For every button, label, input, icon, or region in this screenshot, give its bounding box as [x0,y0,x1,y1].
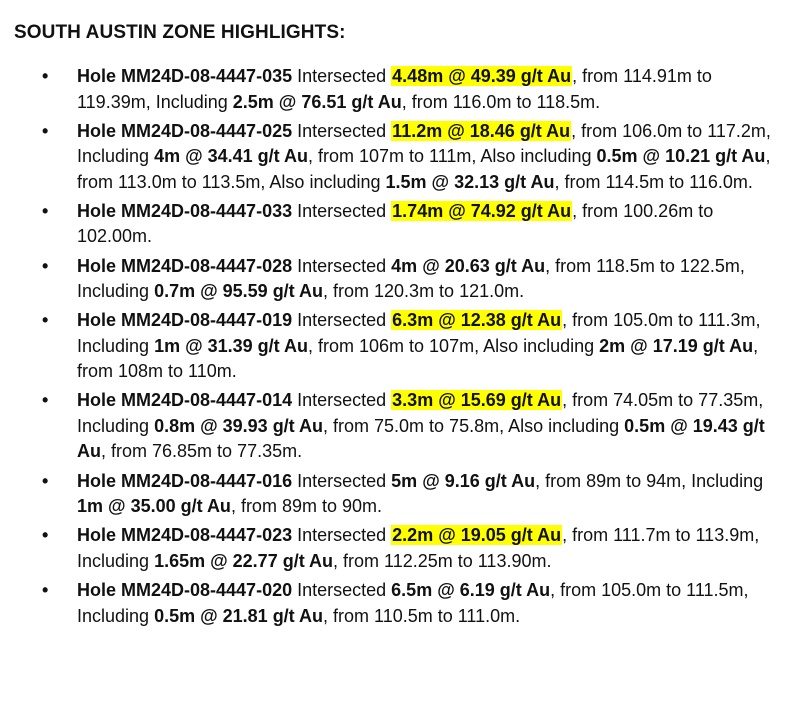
highlighted-intercept: 6.3m @ 12.38 g/t Au [392,310,562,331]
including-intercept: 2.5m @ 76.51 g/t Au [232,91,402,112]
plain-text: , from 106.0m to 117.2m, Including [77,120,771,167]
plain-text: , from 89m to 94m, Including [535,470,764,491]
plain-text: , from 107m to 111m, Also including [308,146,597,167]
hole-id: Hole MM24D-08-4447-019 [77,310,293,331]
including-intercept: 0.8m @ 39.93 g/t Au [154,415,324,436]
plain-text: , from 110.5m to 111.0m. [323,605,521,626]
including-intercept: 0.5m @ 19.43 g/t Au [77,415,765,462]
list-item [0,254,800,305]
plain-text: , from 108m to 110m. [77,335,759,382]
highlighted-intercept: 3.3m @ 15.69 g/t Au [392,390,562,411]
plain-text: Intersected [292,255,392,276]
plain-text: , from 114.91m to 119.39m, Including [77,66,712,112]
including-intercept: 0.5m @ 21.81 g/t Au [154,605,324,626]
bullet-icon: • [42,525,49,546]
plain-text: , from 118.5m to 122.5m, Including [77,255,745,302]
including-intercept: 1.65m @ 22.77 g/t Au [154,550,334,571]
including-intercept: 1m @ 35.00 g/t Au [77,496,231,517]
plain-text: Intersected [292,200,392,221]
plain-text: Intersected [292,525,392,546]
list-item [0,578,800,629]
plain-text: , from 114.5m to 116.0m. [554,171,753,192]
plain-text: Intersected [292,310,392,331]
bullet-icon: • [42,66,49,86]
plain-text: , from 105.0m to 111.3m, Including [77,310,761,356]
plain-text: Intersected [292,120,392,141]
list-item [0,469,800,520]
plain-text: , from 120.3m to 121.0m. [323,281,525,302]
list-item [0,523,800,574]
plain-text: , from 74.05m to 77.35m, Including [77,390,764,436]
highlighted-intercept: 4.48m @ 49.39 g/t Au [392,66,572,86]
plain-text: , from 111.7m to 113.9m, Including [77,525,760,571]
section-heading: SOUTH AUSTIN ZONE HIGHLIGHTS: [14,22,346,43]
hole-id: Hole MM24D-08-4447-033 [77,200,293,221]
main-intercept: 4m @ 20.63 g/t Au [391,255,546,276]
including-intercept: 1m @ 31.39 g/t Au [154,335,308,356]
plain-text: , from 100.26m to 102.00m. [77,200,714,247]
list-item [0,308,800,385]
hole-id: Hole MM24D-08-4447-035 [77,66,293,86]
bullet-icon: • [42,390,49,411]
bullet-icon: • [42,120,49,141]
plain-text: , from 105.0m to 111.5m, Including [77,580,749,626]
hole-id: Hole MM24D-08-4447-028 [77,255,293,276]
including-intercept: 4m @ 34.41 g/t Au [154,146,308,167]
bullet-icon: • [42,580,49,600]
drill-results-list [0,64,800,633]
plain-text: , from 76.85m to 77.35m. [101,441,303,462]
including-intercept: 0.7m @ 95.59 g/t Au [154,281,324,302]
list-item [0,64,800,115]
plain-text: Intersected [292,66,392,86]
plain-text: , from 106m to 107m, Also including [308,335,600,356]
highlighted-intercept: 2.2m @ 19.05 g/t Au [392,525,562,546]
main-intercept: 6.5m @ 6.19 g/t Au [391,580,551,600]
list-item [0,199,800,250]
highlighted-intercept: 11.2m @ 18.46 g/t Au [392,120,571,141]
plain-text: , from 112.25m to 113.90m. [333,550,552,571]
bullet-icon: • [42,200,49,221]
plain-text: , from 75.0m to 75.8m, Also including [323,415,625,436]
plain-text: Intersected [292,470,392,491]
bullet-icon: • [42,310,49,331]
including-intercept: 2m @ 17.19 g/t Au [599,335,754,356]
bullet-icon: • [42,470,49,491]
list-item [0,388,800,465]
hole-id: Hole MM24D-08-4447-014 [77,390,293,411]
plain-text: , from 89m to 90m. [230,496,382,517]
plain-text: Intersected [292,390,392,411]
plain-text: , from 113.0m to 113.5m, Also including [77,146,771,192]
list-item [0,119,800,196]
main-intercept: 5m @ 9.16 g/t Au [391,470,536,491]
plain-text: Intersected [292,580,392,600]
hole-id: Hole MM24D-08-4447-016 [77,470,293,491]
highlighted-intercept: 1.74m @ 74.92 g/t Au [392,200,572,221]
bullet-icon: • [42,255,49,276]
hole-id: Hole MM24D-08-4447-020 [77,580,293,600]
including-intercept: 0.5m @ 10.21 g/t Au [596,146,766,167]
hole-id: Hole MM24D-08-4447-023 [77,525,293,546]
hole-id: Hole MM24D-08-4447-025 [77,120,293,141]
including-intercept: 1.5m @ 32.13 g/t Au [385,171,555,192]
plain-text: , from 116.0m to 118.5m. [401,91,601,112]
